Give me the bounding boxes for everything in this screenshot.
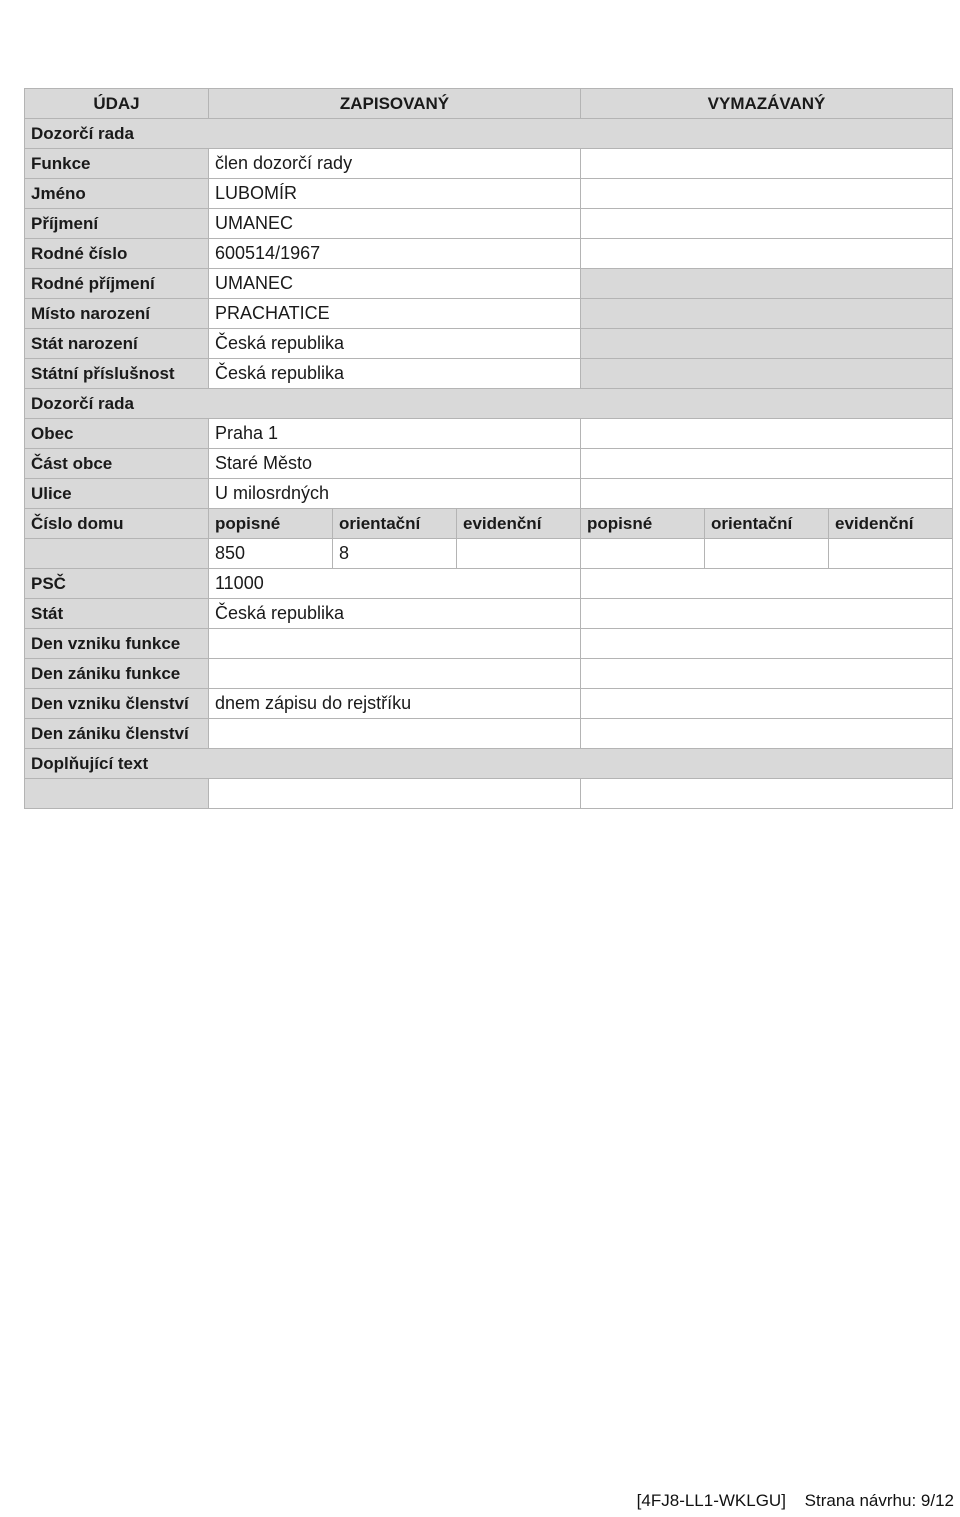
row-label: Ulice [25,479,209,509]
row-value-deleted [581,239,953,269]
row-label: Funkce [25,149,209,179]
table-row [25,269,953,299]
col-orientacni-deleted: orientační [705,509,829,539]
row-value-deleted [581,359,953,389]
house-number-evidencni [457,539,581,569]
table-row [25,449,953,479]
row-value-deleted [581,179,953,209]
row-label: Rodné číslo [25,239,209,269]
house-number-values-row [25,539,953,569]
row-value-new: LUBOMÍR [209,179,581,209]
supplementary-text-title: Doplňující text [25,749,953,779]
header-udaj: ÚDAJ [25,89,209,119]
row-value-deleted [581,659,953,689]
row-value-new: UMANEC [209,269,581,299]
header-zapisovany: ZAPISOVANÝ [209,89,581,119]
table-row [25,629,953,659]
house-number-popisne: 850 [209,539,333,569]
row-label: Jméno [25,179,209,209]
house-number-evidencni-deleted [829,539,953,569]
house-number-label-blank [25,539,209,569]
row-label: PSČ [25,569,209,599]
house-number-label: Číslo domu [25,509,209,539]
row-value-deleted [581,569,953,599]
supplementary-value-deleted [581,779,953,809]
row-value-new: dnem zápisu do rejstříku [209,689,581,719]
row-label: Den zániku členství [25,719,209,749]
row-value-new: 11000 [209,569,581,599]
row-value-deleted [581,299,953,329]
row-label: Stát narození [25,329,209,359]
col-evidencni-new: evidenční [457,509,581,539]
row-value-deleted [581,329,953,359]
row-value-new: Česká republika [209,329,581,359]
table-row [25,569,953,599]
row-value-new [209,659,581,689]
row-label: Stát [25,599,209,629]
col-evidencni-deleted: evidenční [829,509,953,539]
section-row [25,749,953,779]
house-number-popisne-deleted [581,539,705,569]
row-label: Obec [25,419,209,449]
supplementary-row [25,779,953,809]
table-row [25,149,953,179]
page-number: Strana návrhu: 9/12 [804,1491,954,1510]
row-value-new: 600514/1967 [209,239,581,269]
table-row [25,419,953,449]
registry-form-table [24,88,953,809]
row-value-new [209,629,581,659]
row-label: Den vzniku členství [25,689,209,719]
house-number-orientacni: 8 [333,539,457,569]
table-row [25,329,953,359]
row-label: Den vzniku funkce [25,629,209,659]
section-title-person: Dozorčí rada [25,119,953,149]
table-row [25,299,953,329]
row-value-deleted [581,689,953,719]
row-value-deleted [581,599,953,629]
row-value-new: Staré Město [209,449,581,479]
row-value-deleted [581,149,953,179]
row-label: Den zániku funkce [25,659,209,689]
table-row [25,209,953,239]
row-label: Státní příslušnost [25,359,209,389]
supplementary-value-new [209,779,581,809]
table-row [25,239,953,269]
document-code: [4FJ8-LL1-WKLGU] [636,1491,786,1510]
row-value-new: U milosrdných [209,479,581,509]
row-value-deleted [581,449,953,479]
table-row [25,719,953,749]
row-label: Rodné příjmení [25,269,209,299]
row-value-deleted [581,719,953,749]
table-row [25,659,953,689]
section-title-address: Dozorčí rada [25,389,953,419]
row-value-deleted [581,269,953,299]
row-value-deleted [581,629,953,659]
row-value-new: Česká republika [209,599,581,629]
row-value-new [209,719,581,749]
table-row [25,359,953,389]
col-popisne-new: popisné [209,509,333,539]
supplementary-label-blank [25,779,209,809]
house-number-orientacni-deleted [705,539,829,569]
col-popisne-deleted: popisné [581,509,705,539]
page-footer [637,1491,954,1511]
section-row [25,119,953,149]
header-row [25,89,953,119]
row-value-deleted [581,479,953,509]
col-orientacni-new: orientační [333,509,457,539]
row-value-new: člen dozorčí rady [209,149,581,179]
table-row [25,599,953,629]
row-label: Místo narození [25,299,209,329]
row-value-new: Praha 1 [209,419,581,449]
table-row [25,689,953,719]
row-value-new: Česká republika [209,359,581,389]
row-value-new: UMANEC [209,209,581,239]
row-label: Část obce [25,449,209,479]
section-row [25,389,953,419]
row-value-deleted [581,419,953,449]
row-value-deleted [581,209,953,239]
table-row [25,479,953,509]
header-vymazavany: VYMAZÁVANÝ [581,89,953,119]
table-row [25,179,953,209]
row-value-new: PRACHATICE [209,299,581,329]
house-number-header-row [25,509,953,539]
row-label: Příjmení [25,209,209,239]
